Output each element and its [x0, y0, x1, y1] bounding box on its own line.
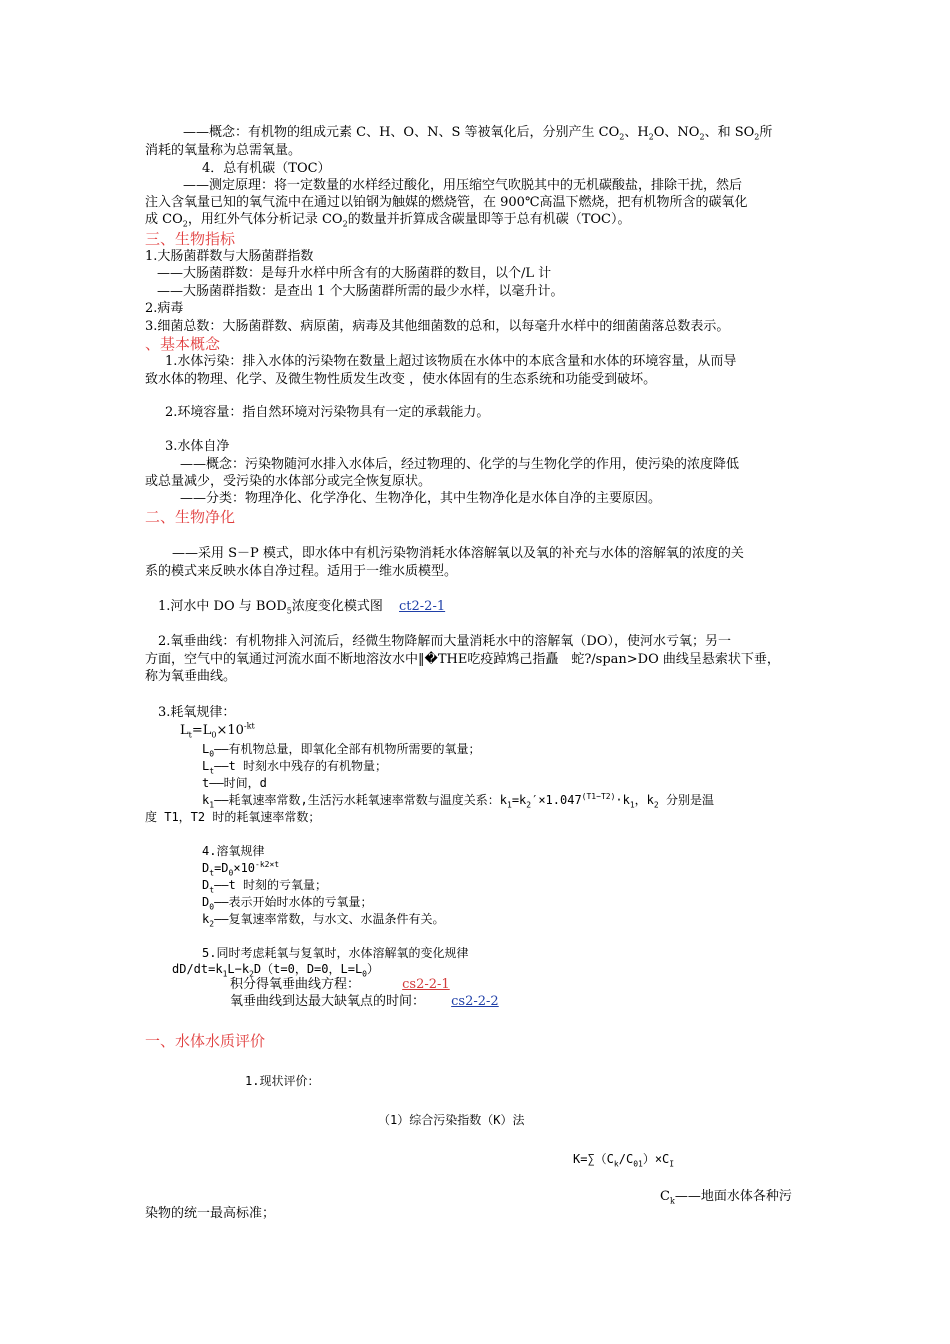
quality-ck-def-line2: 染物的统一最高标准；	[145, 1206, 276, 1221]
basic-p1-line1: 1.水体污染：排入水体的污染物在数量上超过该物质在水体中的本底含量和水体的环境容量，从而导	[165, 354, 737, 369]
consume-title: 3.耗氧规律：	[158, 705, 236, 720]
basic-p3-line3: ——分类：物理净化、化学净化、生物净化，其中生物净化是水体自净的主要原因。	[180, 491, 662, 506]
sag-line1: 2.氧垂曲线：有机物排入河流后，经微生物降解而大量消耗水中的溶解氧（DO），使河水亏氧；另一	[158, 634, 731, 649]
consume-def-lt: $L_t——t$ 时刻水中残存的有机物量；	[202, 759, 387, 776]
toc-title: 4．总有机碳（TOC）	[202, 161, 331, 176]
dissolve-formula: $D_t=D_0\times 10^{-k2\times t}$	[202, 860, 280, 878]
purify-line2: 系的模式来反映水体自净过程。适用于一维水质模型。	[145, 564, 458, 579]
do-bod-line: 1.河水中 DO 与 $BOD_5$浓度变化模式图 ct2-2-1	[158, 599, 446, 616]
bio-line1: 1.大肠菌群数与大肠菌群指数	[145, 249, 314, 264]
consume-def-t: t——时间，d	[202, 776, 267, 790]
both-equation: $dD/dt=k_1L-k_2D(t=0$，D=0，$L=L_0$）	[172, 962, 380, 979]
consume-def-k1-line2: 度 T1，T2 时的耗氧速率常数；	[145, 810, 321, 824]
cs2-2-2-link[interactable]: cs2-2-2	[451, 994, 499, 1009]
bio-line5: 3.细菌总数：大肠菌群数、病原菌，病毒及其他细菌数的总和，以每毫升水样中的细菌菌落总数表示。	[145, 319, 730, 334]
tod-concept-line1: ——概念：有机物的组成元素 C、H、O、N、S 等被氧化后，分别产生 $CO_2$、$H_2O$、$NO_2$、和 $SO_2$所	[183, 125, 773, 142]
bio-line2: ——大肠菌群数：是每升水样中所含有的大肠菌群的数目，以个/L 计	[157, 266, 552, 281]
basic-p3-line1: ——概念：污染物随河水排入水体后，经过物理的、化学的与生物化学的作用，使污染的浓度降低	[180, 457, 740, 472]
quality-equation: $K=\sum(C_k/C_{01})\times C_I$	[573, 1152, 675, 1169]
dissolve-def-k2: $k_2——$复氧速率常数，与水文、水温条件有关。	[202, 912, 445, 929]
bio-line4: 2.病毒	[145, 301, 184, 316]
quality-method: （1）综合污染指数（K）法	[378, 1113, 525, 1127]
bio-heading: 三、生物指标	[145, 230, 236, 248]
basic-p2: 2.环境容量：指自然环境对污染物具有一定的承载能力。	[165, 405, 490, 420]
tod-concept-line2: 消耗的氧量称为总需氧量。	[145, 143, 302, 158]
toc-line2: 注入含氧量已知的氧气流中在通过以铂钢为触媒的燃烧管，在 900℃高温下燃烧，把有机物所含的碳氧化	[145, 195, 748, 210]
max-deficit-time-line: 氧垂曲线到达最大缺氧点的时间： cs2-2-2	[230, 994, 499, 1009]
quality-current-eval: 1.现状评价：	[245, 1074, 320, 1088]
basic-p3-line2: 或总量减少，受污染的水体部分或完全恢复原状。	[145, 474, 432, 489]
quality-heading: 一、水体水质评价	[145, 1032, 266, 1050]
consume-formula: $L_t=L_0\times 10^{-kt}$	[180, 721, 255, 740]
bio-line3: ——大肠菌群指数：是查出 1 个大肠菌群所需的最少水样，以毫升计。	[157, 284, 564, 299]
purify-line1: ——采用 S－P 模式，即水体中有机污染物消耗水体溶解氧以及氧的补充与水体的溶解氧的浓度的关	[172, 546, 744, 561]
sag-line3: 称为氧垂曲线。	[145, 669, 237, 684]
ct2-2-1-link[interactable]: ct2-2-1	[399, 599, 446, 614]
basic-p3-title: 3.水体自净	[165, 439, 230, 454]
dissolve-def-dt: $D_t——t$ 时刻的亏氧量；	[202, 878, 327, 895]
dissolve-title: 4.溶氧规律	[202, 844, 265, 858]
both-title: 5.同时考虑耗氧与复氧时，水体溶解氧的变化规律	[202, 946, 469, 960]
consume-def-k1: $k_1——$耗氧速率常数,生活污水耗氧速率常数与温度关系：$k_1=k_2'\times 1.047^{(T1-T2)}\cdot k_1$，$k_2$ 分别是温	[202, 792, 714, 810]
cs2-2-1-link[interactable]: cs2-2-1	[402, 977, 450, 992]
dissolve-def-d0: $D_0——$表示开始时水体的亏氧量；	[202, 895, 373, 912]
quality-ck-def: $C_k——$地面水体各种污	[660, 1189, 792, 1206]
sag-line2: 方面，空气中的氧通过河流水面不断地溶汝水中‖�THE吃疫踔鸩己指矗 蛇?/span>DO 曲线呈悬索状下垂，	[145, 652, 780, 667]
consume-def-l0: $L_0——$有机物总量，即氧化全部有机物所需要的氧量；	[202, 742, 481, 759]
toc-line1: ——测定原理：将一定数量的水样经过酸化，用压缩空气吹脱其中的无机碳酸盐，排除干扰，然后	[183, 178, 743, 193]
integral-line: 积分得氧垂曲线方程： cs2-2-1	[230, 977, 450, 992]
toc-line3: 成 $CO_2$，用红外气体分析记录 $CO_2$的数量并折算成含碳量即等于总有机碳（TOC）。	[145, 212, 631, 229]
basic-heading: 、基本概念	[145, 335, 221, 353]
purify-heading: 二、生物净化	[145, 508, 236, 526]
basic-p1-line2: 致水体的物理、化学、及微生物性质发生改变 ，使水体固有的生态系统和功能受到破坏。	[145, 372, 657, 387]
